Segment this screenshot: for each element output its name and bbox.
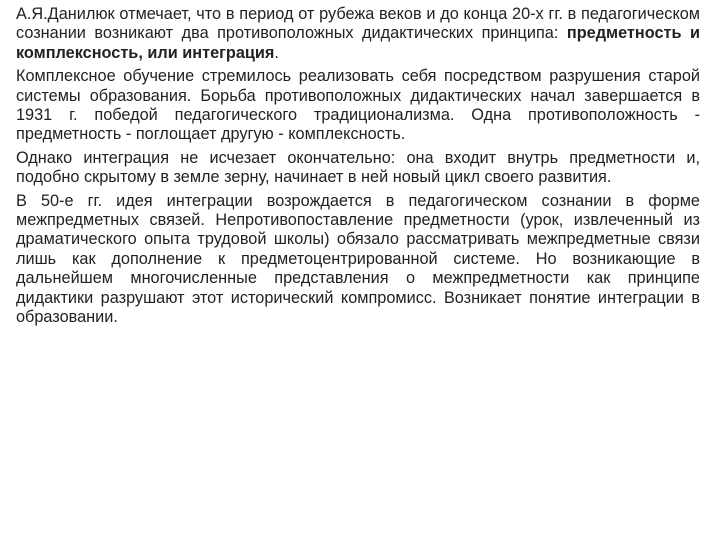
paragraph-4: В 50-е гг. идея интеграции возрождается в педагогическом сознании в форме межпредметных связей. Непротивопоставление предметности (урок, извлеченный из драматического опыта трудовой школы) обязало рассматривать межпредметные связи лишь как дополнение к предметоцентрированной системе. Но возникающие в дальнейшем многочисленные представления о межпредметности как принципе дидактики разрушают этот исторический компромисс. Возникает понятие интеграции в образовании.: [16, 191, 700, 327]
paragraph-1: [16, 5, 700, 63]
paragraph-1-end: .: [274, 43, 279, 62]
paragraph-2: Комплексное обучение стремилось реализовать себя посредством разрушения старой системы образования. Борьба противоположных дидактических начал завершается в 1931 г. победой педагогического традиционализма. Одна противоположность - предметность - поглощает другую - комплексность.: [16, 67, 700, 144]
paragraph-1-emphasis: предметность и комплексность, или интеграция: [16, 24, 700, 62]
paragraph-3: Однако интеграция не исчезает окончательно: она входит внутрь предметности и, подобно скрытому в земле зерну, начинает в ней новый цикл своего развития.: [16, 148, 700, 187]
paragraph-1-text: А.Я.Данилюк отмечает, что в период от рубежа веков и до конца 20-х гг. в педагогическом сознании возникают два противоположных дидактических принципа:: [16, 5, 700, 43]
text-block: [16, 5, 700, 332]
